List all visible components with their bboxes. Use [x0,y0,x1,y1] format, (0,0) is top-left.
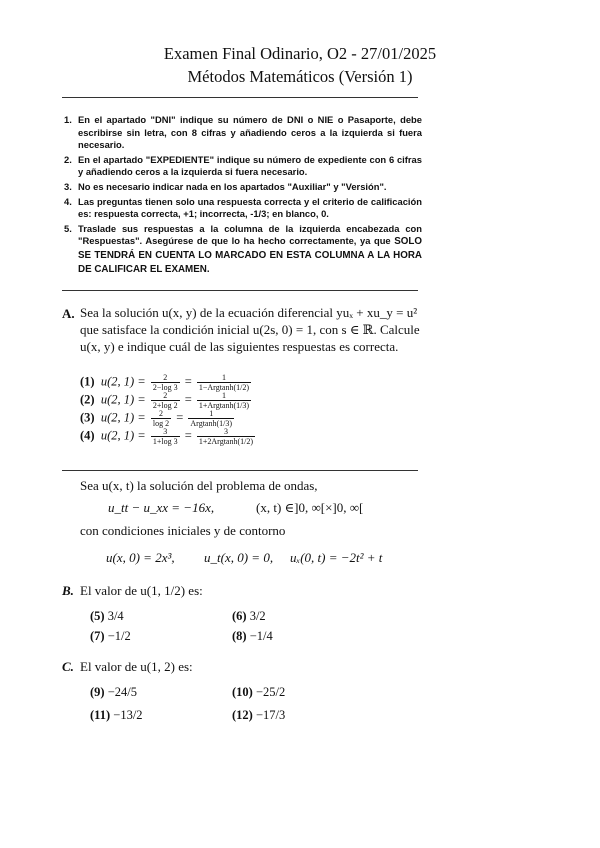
wave-conditions-intro: con condiciones iniciales y de contorno [80,523,286,538]
option-9: (9) −24/5 [90,685,137,699]
initial-condition-1: u(x, 0) = 2x³, [106,550,175,565]
question-c-label: C. [62,659,74,674]
wave-intro: Sea u(x, t) la solución del problema de ondas, [80,478,318,493]
question-a-text: Sea la solución u(x, y) de la ecuación diferencial yuₓ + xu_y = u² que satisface la condición inicial u(2s, 0) = 1, con s ∈ ℝ. Calcule u(x, y) e indique cuál de las siguientes respuestas es correcta. [80,305,420,354]
instruction-item: 2. En el apartado "EXPEDIENTE" indique su número de expediente con 6 cifras y añadiendo ceros a la izquierda si fuera necesario. [64,153,422,178]
exam-title: Examen Final Odinario, O2 - 27/01/2025 [163,44,437,63]
boundary-condition: uₓ(0, t) = −2t² + t [290,550,383,565]
option-12: (12) −17/3 [232,708,286,722]
question-a-label: A. [62,306,75,321]
question-c-text: El valor de u(1, 2) es: [80,659,193,674]
instruction-item: 5. Traslade sus respuestas a la columna de la izquierda encabezada con "Respuestas". Asegúrese de que lo ha hecho correctamente, ya que SOLO SE TENDRÁ EN CUENTA LO MARCADO EN ESTA COLUMNA A LA HORA DE CALIFICAR EL EXAMEN. [64,222,422,275]
header-divider [62,97,418,98]
instruction-item: 3. No es necesario indicar nada en los apartados "Auxiliar" y "Versión". [64,180,387,192]
option-2: (2) u(2, 1) = $\frac{2}{2+\log 2}$ = $\frac{1}{\text{1+Argtanh(1/3)}}$ [80,391,250,410]
option-7: (7) −1/2 [90,629,131,643]
option-5: (5) 3/4 [90,609,124,623]
option-10: (10) −25/2 [232,685,286,699]
option-8: (8) −1/4 [232,629,273,643]
question-b-label: B. [62,583,74,598]
option-4: (4) u(2, 1) = $\frac{3}{1+\log 3}$ = $\frac{3}{\text{1+2Argtanh(1/2)}}$ [80,427,254,446]
question-a-divider [62,470,418,471]
initial-condition-2: u_t(x, 0) = 0, [204,550,274,565]
question-b-text: El valor de u(1, 1/2) es: [80,583,203,598]
instruction-item: 4. Las preguntas tienen solo una respuesta correcta y el criterio de calificación es: respuesta correcta, +1; incorrecta, -1/3; en blanco, 0. [64,195,422,220]
option-6: (6) 3/2 [232,609,266,623]
instruction-item: 1. En el apartado "DNI" indique su número de DNI o NIE o Pasaporte, debe escribirse sin letra, con 8 cifras y añadiendo ceros a la izquierda si fuera necesario. [64,114,422,151]
option-3: (3) u(2, 1) = $\frac{2}{\log 2}$ = $\frac{1}{\text{Argtanh(1/3)}}$ [80,409,233,428]
wave-domain: (x, t) ∈]0, ∞[×]0, ∞[ [256,500,364,515]
instructions-list [62,114,422,278]
option-1: (1) u(2, 1) = $\frac{2}{2-\log 3}$ = $\frac{1}{\text{1−Argtanh(1/2)}}$ [80,373,250,392]
instructions-divider [62,290,418,291]
option-11: (11) −13/2 [90,708,143,722]
exam-subtitle: Métodos Matemáticos (Versión 1) [187,67,413,86]
wave-equation: u_tt − u_xx = −16x, [108,500,215,515]
